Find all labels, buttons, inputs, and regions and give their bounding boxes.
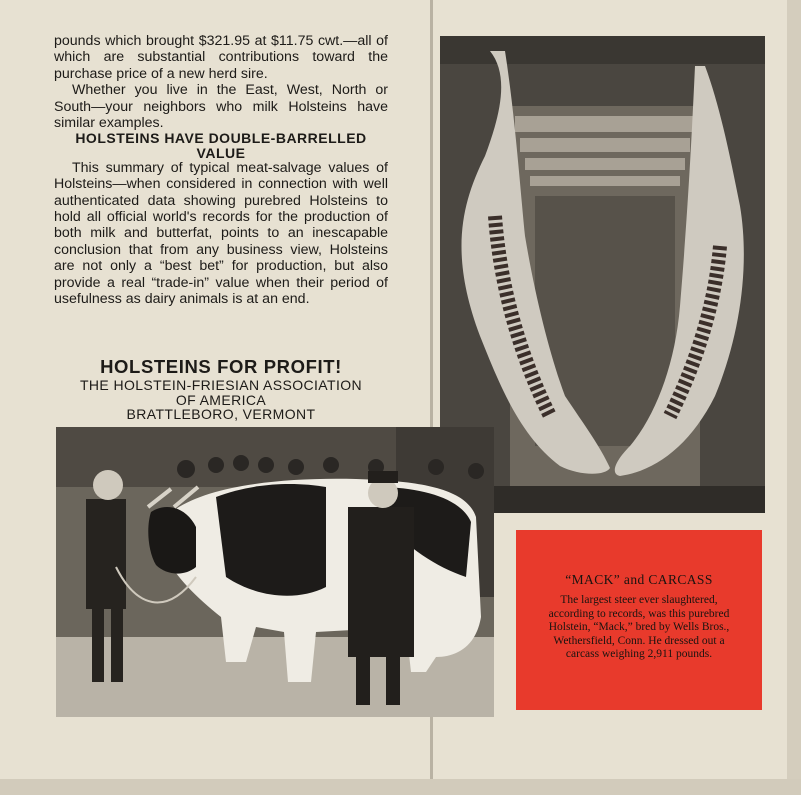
- paragraph-neighbors: Whether you live in the East, West, North or South—your neighbors who milk Holsteins have similar examples.: [54, 82, 388, 132]
- association-signature: [54, 356, 388, 422]
- paragraph-summary: This summary of typical meat-salvage values of Holsteins—when considered in connection with well authenticated data showing purebred Holsteins to hold all official world's records for the production of both milk and butterfat, points to an inescapable conclusion that from any business view, Holsteins are not only a “best bet” for production, but also provide a real “trade-in” value when their period of usefulness as dairy animals is at an end.: [54, 159, 388, 308]
- mack-steer-photo: [56, 427, 494, 717]
- paper-edge-bottom: [0, 779, 801, 795]
- paper-edge-right: [787, 0, 801, 795]
- association-location: BRATTLEBORO, VERMONT: [126, 406, 316, 422]
- caption-box: [516, 530, 762, 710]
- left-page-text: [54, 33, 388, 308]
- association-name-line1: THE HOLSTEIN-FRIESIAN ASSOCIATION: [79, 377, 363, 393]
- caption-title: “MACK” and CARCASS: [565, 572, 713, 587]
- slogan: HOLSTEINS FOR PROFIT!: [100, 356, 342, 377]
- section-heading: HOLSTEINS HAVE DOUBLE-BARRELLED VALUE: [75, 130, 367, 161]
- association-name-line2: OF AMERICA: [175, 391, 267, 408]
- paragraph-sale: pounds which brought $321.95 at $11.75 cwt.—all of which are substantial contributions toward the purchase price of a new herd sire.: [54, 33, 388, 82]
- caption-text: The largest steer ever slaughtered, according to records, was this purebred Holstein, “Mack,” bred by Wells Bros., Wethersfield, Conn. He dressed out a carcass weighing 2,911 pounds.: [548, 594, 730, 661]
